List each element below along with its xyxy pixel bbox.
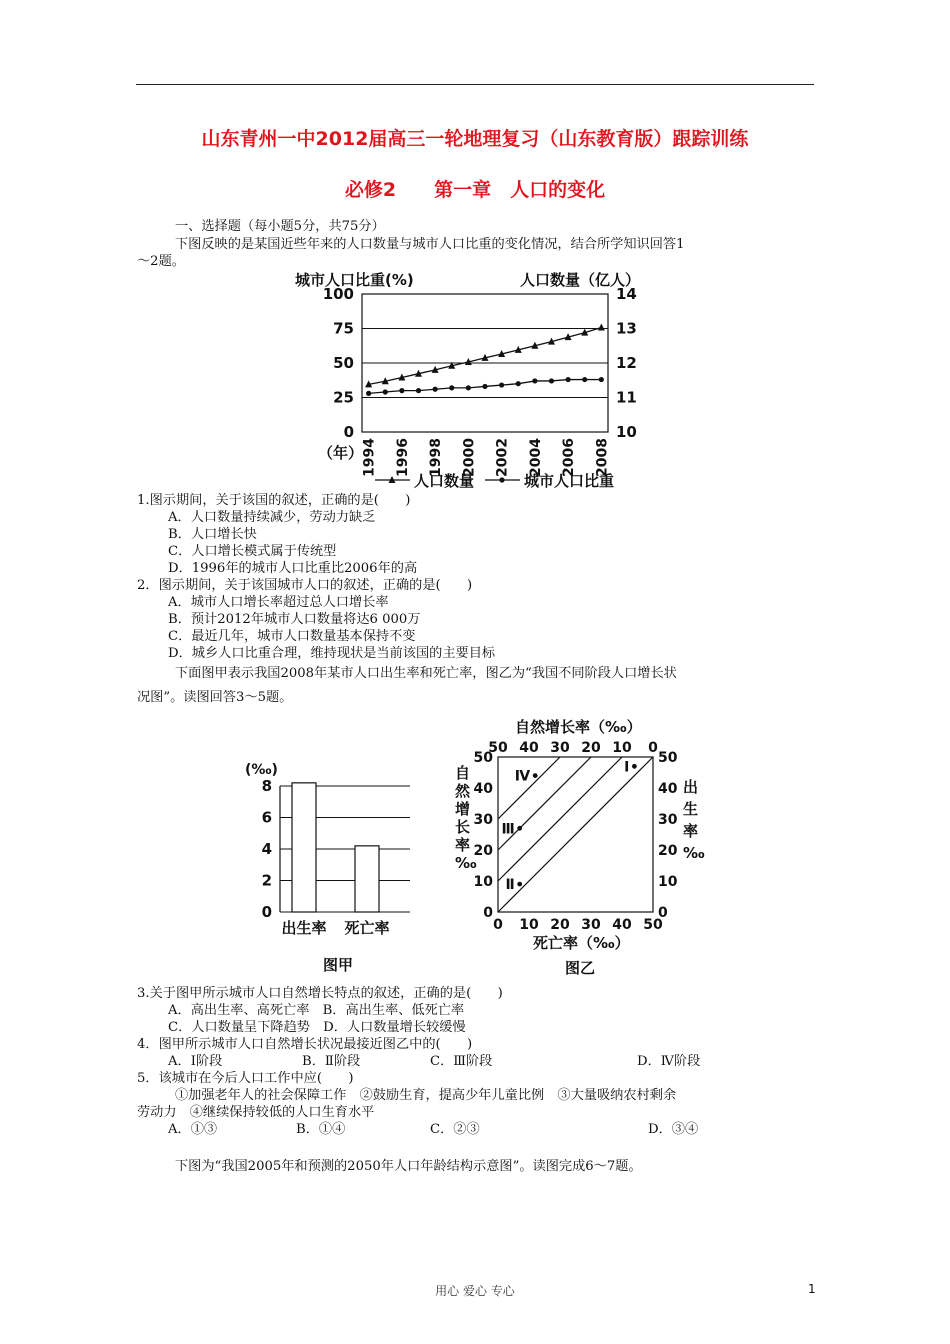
question-5-option-b: B．①④ [296, 1122, 346, 1137]
urban-ratio-point [549, 378, 554, 383]
urban-ratio-point [532, 378, 537, 383]
population-line-chart [280, 262, 680, 492]
question-4-option-c: C．Ⅲ阶段 [430, 1054, 493, 1069]
left-tick-label: 10 [473, 874, 493, 890]
right-tick-label: 40 [658, 781, 678, 797]
question-5-stem: 5．该城市在今后人口工作中应( ) [137, 1071, 354, 1086]
x-tick-label: 2000 [461, 438, 478, 477]
right-axis-label: 出生率‰ [683, 778, 705, 862]
question-4-stem: 4．图甲所示城市人口自然增长状况最接近图乙中的( ) [137, 1037, 473, 1052]
bottom-tick-label: 0 [493, 917, 503, 933]
bottom-tick-label: 50 [643, 917, 663, 933]
x-axis-label: 死亡率（‰） [533, 934, 630, 952]
x-tick-label: 2006 [561, 438, 578, 477]
legend-marker-urban [499, 477, 504, 482]
chapter-title: 必修2 第一章 人口的变化 [344, 179, 606, 201]
growth-rate-line [498, 757, 560, 819]
population-point [598, 323, 605, 330]
urban-ratio-point [366, 391, 371, 396]
bar-category-label: 出生率 [281, 919, 327, 937]
left-tick-label: 50 [473, 750, 493, 766]
x-tick-label: 2002 [494, 438, 511, 477]
question-3-options-row-1: A．高出生率、高死亡率 B．高出生率、低死亡率 [168, 1003, 465, 1018]
urban-ratio-point [566, 377, 571, 382]
top-tick-label: 30 [550, 740, 570, 756]
bottom-tick-label: 30 [581, 917, 601, 933]
question-1-option-d: D．1996年的城市人口比重比2006年的高 [168, 561, 418, 576]
right-tick-label: 12 [616, 354, 637, 372]
question-2-option-a: A．城市人口增长率超过总人口增长率 [168, 595, 389, 610]
left-tick-label: 0 [343, 423, 354, 441]
figure-jia-caption: 图甲 [323, 956, 354, 974]
question-2-option-d: D．城乡人口比重合理，维持现状是当前该国的主要目标 [168, 646, 496, 661]
left-axis-label: 自然增长率‰ [455, 764, 477, 872]
left-tick-label: 25 [333, 388, 354, 407]
right-axis-label: 人口数量（亿人） [520, 271, 641, 289]
top-rule [136, 84, 814, 85]
question-1-option-b: B．人口增长快 [168, 527, 257, 542]
stage-label: Ⅳ [514, 768, 531, 785]
urban-ratio-point [599, 377, 604, 382]
stage-point [632, 764, 637, 769]
page-number: 1 [808, 1282, 816, 1296]
bar-death-rate [355, 846, 379, 912]
question-1-stem: 1.图示期间，关于该国的叙述，正确的是( ) [137, 493, 411, 508]
urban-ratio-point [383, 389, 388, 394]
left-tick-label: 100 [322, 285, 354, 303]
urban-ratio-point [433, 387, 438, 392]
page-footer: 用心 爱心 专心 [435, 1284, 515, 1298]
left-tick-label: 30 [473, 812, 493, 828]
x-tick-label: 1994 [361, 438, 378, 477]
question-1-option-c: C．人口增长模式属于传统型 [168, 544, 337, 559]
left-axis-label: 城市人口比重(%) [295, 271, 414, 289]
bottom-tick-label: 10 [519, 917, 539, 933]
stage-point [517, 826, 522, 831]
right-tick-label: 13 [616, 319, 637, 338]
question-4-option-d: D．Ⅳ阶段 [637, 1054, 701, 1069]
document-title: 山东青州一中2012届高三一轮地理复习（山东教育版）跟踪训练 [201, 128, 749, 150]
question-2-stem: 2．图示期间，关于该国城市人口的叙述，正确的是( ) [137, 578, 473, 593]
bar-tick-label: 6 [261, 808, 272, 827]
question-5-option-c: C．②③ [430, 1122, 480, 1137]
bar-birth-rate [292, 783, 316, 912]
x-tick-label: 2008 [594, 438, 611, 477]
bar-unit-label: (‰) [245, 762, 278, 778]
stage-label: Ⅰ [624, 759, 630, 776]
question-2-option-c: C．最近几年，城市人口数量基本保持不变 [168, 629, 416, 644]
urban-ratio-point [449, 385, 454, 390]
bar-tick-label: 8 [261, 777, 272, 795]
bar-tick-label: 0 [261, 903, 272, 921]
figure-yi-caption: 图乙 [565, 959, 596, 977]
urban-ratio-point [416, 388, 421, 393]
birth-death-bar-chart [240, 750, 430, 980]
urban-ratio-point [516, 381, 521, 386]
legend-label-population: 人口数量 [414, 472, 475, 490]
left-tick-label: 0 [483, 905, 493, 921]
intro-1-line-1: 下图反映的是某国近些年来的人口数量与城市人口比重的变化情况，结合所学知识回答1 [175, 237, 685, 252]
top-tick-label: 40 [519, 740, 539, 756]
question-4-option-a: A．Ⅰ阶段 [168, 1054, 223, 1069]
question-5-option-d: D．③④ [648, 1122, 699, 1137]
stage-label: Ⅱ [505, 877, 515, 894]
top-tick-label: 10 [612, 740, 632, 756]
stage-point [517, 882, 522, 887]
growth-stage-chart [445, 710, 705, 978]
x-tick-label: 2004 [527, 438, 544, 477]
question-5-line-1: ①加强老年人的社会保障工作 ②鼓励生育，提高少年儿童比例 ③大量吸纳农村剩余 [175, 1088, 677, 1103]
question-4-option-b: B．Ⅱ阶段 [302, 1054, 361, 1069]
intro-3: 下图为“我国2005年和预测的2050年人口年龄结构示意图”。读图完成6～7题。 [175, 1159, 642, 1174]
intro-2-line-2: 况图”。读图回答3～5题。 [137, 690, 293, 705]
right-tick-label: 20 [658, 843, 678, 859]
bar-tick-label: 4 [261, 840, 272, 858]
bar-tick-label: 2 [261, 871, 272, 890]
top-tick-label: 0 [648, 740, 658, 756]
question-5-line-2: 劳动力 ④继续保持较低的人口生育水平 [137, 1105, 375, 1120]
question-3-stem: 3.关于图甲所示城市人口自然增长特点的叙述，正确的是( ) [137, 986, 503, 1001]
top-axis-label: 自然增长率（‰） [515, 718, 642, 736]
left-tick-label: 20 [473, 843, 493, 859]
right-tick-label: 11 [616, 388, 637, 407]
urban-ratio-point [499, 382, 504, 387]
x-unit-label: （年） [318, 444, 364, 462]
intro-1-line-2: ～2题。 [137, 254, 185, 269]
left-tick-label: 75 [333, 319, 354, 338]
bottom-tick-label: 20 [550, 917, 570, 933]
question-3-options-row-2: C．人口数量呈下降趋势 D．人口数量增长较缓慢 [168, 1020, 466, 1035]
right-tick-label: 30 [658, 812, 678, 828]
right-tick-label: 50 [658, 750, 678, 766]
bottom-tick-label: 40 [612, 917, 632, 933]
urban-ratio-point [466, 385, 471, 390]
legend-label-urban: 城市人口比重 [524, 472, 615, 490]
question-1-option-a: A．人口数量持续减少，劳动力缺乏 [168, 510, 376, 525]
top-tick-label: 50 [488, 740, 508, 756]
intro-2-line-1: 下面图甲表示我国2008年某市人口出生率和死亡率，图乙为“我国不同阶段人口增长状 [175, 666, 677, 681]
left-tick-label: 50 [333, 354, 354, 372]
section-heading: 一、选择题（每小题5分，共75分） [175, 219, 385, 234]
left-tick-label: 40 [473, 781, 493, 797]
question-5-option-a: A．①③ [168, 1122, 218, 1137]
right-tick-label: 10 [658, 874, 678, 890]
bar-category-label: 死亡率 [344, 919, 390, 937]
top-tick-label: 20 [581, 740, 601, 756]
question-2-option-b: B．预计2012年城市人口数量将达6 000万 [168, 612, 421, 627]
x-tick-label: 1996 [394, 438, 411, 477]
right-tick-label: 14 [616, 285, 637, 303]
urban-ratio-point [582, 377, 587, 382]
urban-ratio-point [399, 388, 404, 393]
right-tick-label: 10 [616, 423, 637, 441]
urban-ratio-point [482, 384, 487, 389]
stage-point [533, 773, 538, 778]
x-tick-label: 1998 [428, 438, 445, 477]
stage-label: Ⅲ [501, 821, 515, 838]
right-tick-label: 0 [658, 905, 668, 921]
